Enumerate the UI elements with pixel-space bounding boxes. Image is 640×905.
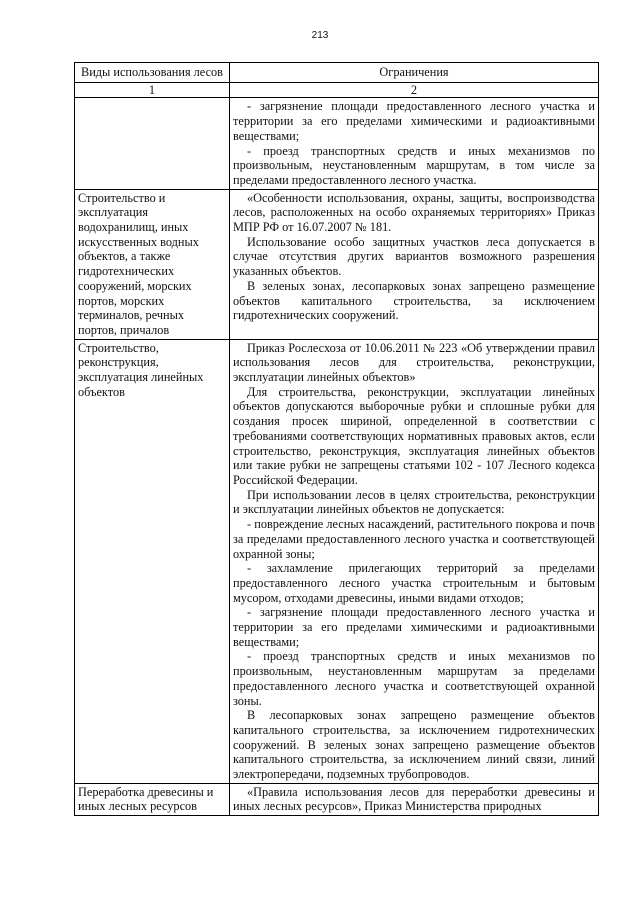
restrictions-cell: [230, 98, 599, 189]
forest-use-cell: Переработка древесины и иных лесных ресурсов: [75, 783, 230, 815]
restriction-paragraph: Использование особо защитных участков леса допускается в случае отсутствия других вариантов возможного разрешения указанных объектов.: [233, 234, 595, 279]
table-row: [75, 339, 599, 783]
restriction-paragraph: «Правила использования лесов для переработки древесины и иных лесных ресурсов», Приказ Министерства природных: [233, 784, 595, 814]
restriction-paragraph: Приказ Рослесхоза от 10.06.2011 № 223 «Об утверждении правил использования лесов для строительства, реконструкции, эксплуатации линейных объектов»: [233, 340, 595, 385]
forest-use-cell: Строительство и эксплуатация водохранилищ, иных искусственных водных объектов, а также гидротехнических сооружений, морских портов, морских терминалов, речных портов, причалов: [75, 189, 230, 339]
table-row: [75, 783, 599, 815]
table-row: [75, 98, 599, 189]
restriction-paragraph: - захламление прилегающих территорий за пределами предоставленного лесного участка строительным и бытовым мусором, отходами древесины, иными видами отходов;: [233, 561, 595, 605]
forest-use-cell: Строительство, реконструкция, эксплуатация линейных объектов: [75, 339, 230, 783]
restriction-paragraph: - проезд транспортных средств и иных механизмов по произвольным, неустановленным маршрутам за пределами предоставленного лесного участка и соответствующей охранной зоны.: [233, 649, 595, 708]
restriction-paragraph: В зеленых зонах, лесопарковых зонах запрещено размещение объектов капитального строительства, за исключением гидротехнических сооружений.: [233, 278, 595, 323]
restriction-paragraph: «Особенности использования, охраны, защиты, воспроизводства лесов, расположенных на особо охраняемых территориях» Приказ МПР РФ от 16.07.2007 № 181.: [233, 190, 595, 235]
restriction-paragraph: - повреждение лесных насаждений, растительного покрова и почв за пределами предоставленного лесного участка и соответствующей охранной зоны;: [233, 517, 595, 561]
restriction-paragraph: При использовании лесов в целях строительства, реконструкции и эксплуатации линейных объектов не допускается:: [233, 487, 595, 517]
restriction-paragraph: Для строительства, реконструкции, эксплуатации линейных объектов допускаются выборочные рубки и сплошные рубки для создания просек шириной, определенной в соответствии с требованиями соответствующих нормативных правовых актов, если строительство, реконструкция, эксплуатация линейных объектов или такие рубки не запрещены статьями 102 - 107 Лесного кодекса Российской Федерации.: [233, 384, 595, 487]
column-number-row: [75, 82, 599, 98]
restrictions-cell: [230, 189, 599, 339]
restriction-paragraph: В лесопарковых зонах запрещено размещение объектов капитального строительства, за исключением гидротехнических сооружений. В зеленых зонах запрещено размещение объектов капитального строительства, за исключением линий связи, линий электропередачи, подземных трубопроводов.: [233, 708, 595, 782]
forest-use-cell: [75, 98, 230, 189]
column-header-restrictions: Ограничения: [230, 63, 599, 83]
restriction-paragraph: - загрязнение площади предоставленного лесного участка и территории за его пределами химическими и радиоактивными веществами;: [233, 605, 595, 649]
table-header-row: [75, 63, 599, 83]
restriction-paragraph: - загрязнение площади предоставленного лесного участка и территории за его пределами химическими и радиоактивными веществами;: [233, 99, 595, 143]
restrictions-cell: [230, 339, 599, 783]
table-row: [75, 189, 599, 339]
restrictions-table: [74, 62, 599, 816]
restriction-paragraph: - проезд транспортных средств и иных механизмов по произвольным, неустановленным маршрутам, в том числе за пределами предоставленного лесного участка.: [233, 143, 595, 187]
restrictions-cell: [230, 783, 599, 815]
column-header-forest-use: Виды использования лесов: [75, 63, 230, 83]
page-number: 213: [311, 30, 329, 41]
column-number-1: 1: [75, 82, 230, 98]
column-number-2: 2: [230, 82, 599, 98]
